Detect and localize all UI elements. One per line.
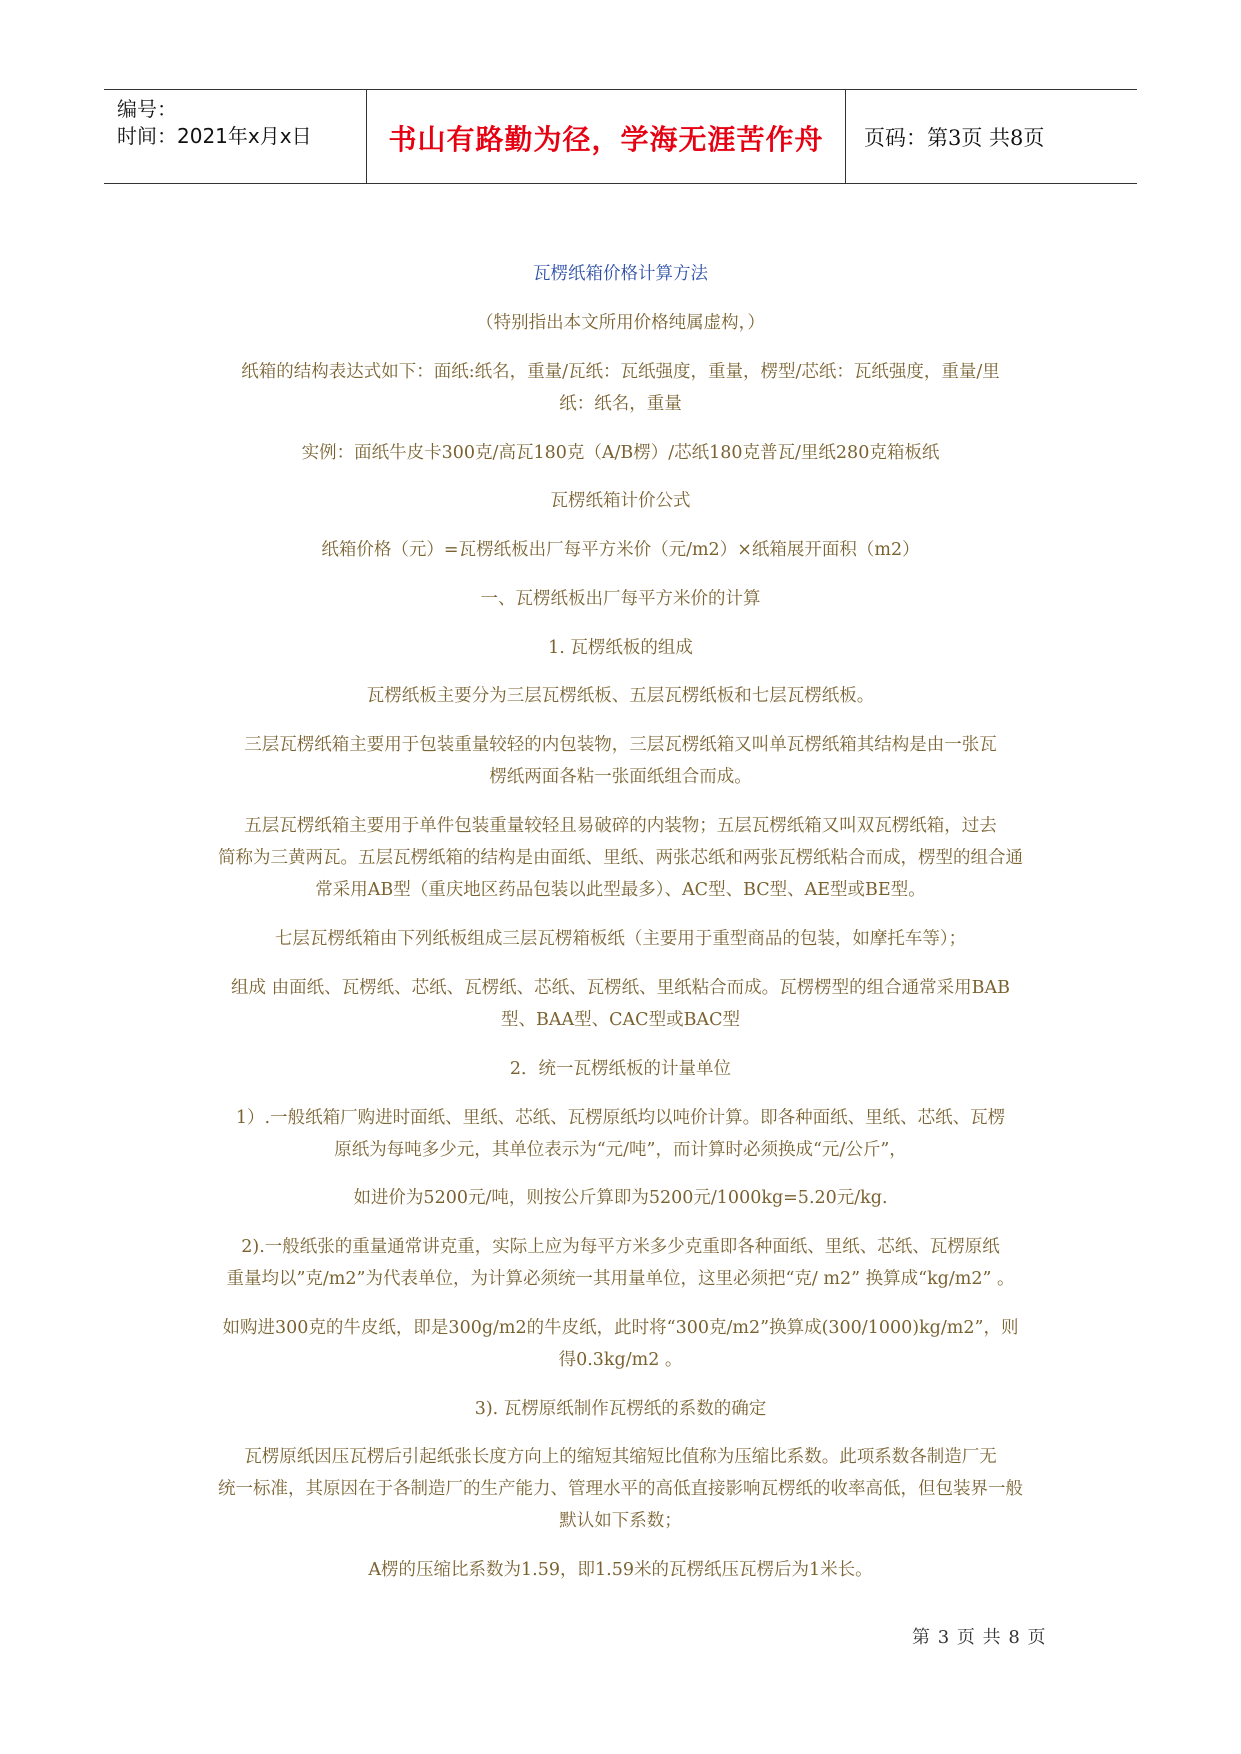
paragraph-line: 一、瓦楞纸板出厂每平方米价的计算 <box>480 589 761 609</box>
page-header <box>104 89 1137 184</box>
paragraph-line: 如购进300克的牛皮纸，即是300g/m2的牛皮纸，此时将“300克/m2”换算成(300/1000)kg/m2”，则 <box>222 1318 1019 1338</box>
subsection-heading <box>120 1393 1121 1425</box>
paragraph <box>120 1441 1121 1537</box>
paragraph <box>120 437 1121 469</box>
paragraph-line: 纸箱的结构表达式如下：面纸:纸名，重量/瓦纸：瓦纸强度，重量，楞型/芯纸：瓦纸强度，重量/里 <box>241 362 1000 382</box>
header-motto-cell <box>367 90 846 183</box>
paragraph-line: 瓦楞纸板主要分为三层瓦楞纸板、五层瓦楞纸板和七层瓦楞纸板。 <box>366 686 875 706</box>
paragraph-line: 1. 瓦楞纸板的组成 <box>548 638 693 658</box>
paragraph-line: 七层瓦楞纸箱由下列纸板组成三层瓦楞箱板纸（主要用于重型商品的包装，如摩托车等）； <box>274 929 967 949</box>
section-heading <box>120 583 1121 615</box>
paragraph-line: 重量均以”克/m2”为代表单位，为计算必须统一其用量单位，这里必须把“克/ m2” 换算成“kg/m2” 。 <box>226 1269 1015 1289</box>
document-number-label: 编号： <box>117 97 177 121</box>
paragraph <box>120 485 1121 517</box>
paragraph-line: 纸：纸名，重量 <box>559 394 682 414</box>
paragraph <box>120 729 1121 793</box>
paragraph <box>120 680 1121 712</box>
paragraph <box>120 972 1121 1036</box>
paragraph-line: 原纸为每吨多少元，其单位表示为“元/吨”，而计算时必须换成“元/公斤”， <box>334 1140 907 1160</box>
paragraph-line: 五层瓦楞纸箱主要用于单件包装重量较轻且易破碎的内装物；五层瓦楞纸箱又叫双瓦楞纸箱，过去 <box>244 816 997 836</box>
paragraph <box>120 1231 1121 1295</box>
header-page-cell <box>846 90 1137 183</box>
header-motto: 书山有路勤为径，学海无涯苦作舟 <box>388 123 824 156</box>
paragraph-line: 统一标准，其原因在于各制造厂的生产能力、管理水平的高低直接影响瓦楞纸的收率高低，但包装界一般 <box>218 1479 1023 1499</box>
paragraph-line: 简称为三黄两瓦。五层瓦楞纸箱的结构是由面纸、里纸、两张芯纸和两张瓦楞纸粘合而成，楞型的组合通 <box>218 848 1023 868</box>
paragraph-line: 纸箱价格（元）=瓦楞纸板出厂每平方米价（元/m2）×纸箱展开面积（m2） <box>321 540 920 560</box>
paragraph <box>120 1182 1121 1214</box>
header-left-cell <box>104 90 367 183</box>
document-date-label: 时间：2021年x月x日 <box>117 124 312 148</box>
paragraph-line: 三层瓦楞纸箱主要用于包装重量较轻的内包装物，三层瓦楞纸箱又叫单瓦楞纸箱其结构是由一张瓦 <box>244 735 997 755</box>
paragraph-line: （特别指出本文所用价格纯属虚构，） <box>476 313 765 333</box>
paragraph-line: 组成 由面纸、瓦楞纸、芯纸、瓦楞纸、芯纸、瓦楞纸、里纸粘合而成。瓦楞楞型的组合通常采用BAB <box>231 978 1010 998</box>
paragraph-line: 型、BAA型、CAC型或BAC型 <box>501 1010 740 1030</box>
paragraph-line: 3). 瓦楞原纸制作瓦楞纸的系数的确定 <box>474 1399 767 1419</box>
paragraph <box>120 1554 1121 1586</box>
paragraph <box>120 923 1121 955</box>
paragraph-line: 常采用AB型（重庆地区药品包装以此型最多）、AC型、BC型、AE型或BE型。 <box>315 880 926 900</box>
paragraph-line: 1）.一般纸箱厂购进时面纸、里纸、芯纸、瓦楞原纸均以吨价计算。即各种面纸、里纸、芯纸、瓦楞 <box>235 1108 1006 1128</box>
subsection-heading <box>120 632 1121 664</box>
paragraph-line: 实例：面纸牛皮卡300克/高瓦180克（A/B楞）/芯纸180克普瓦/里纸280克箱板纸 <box>301 443 940 463</box>
document-title: 瓦楞纸箱价格计算方法 <box>533 264 708 284</box>
paragraph-line: 默认如下系数； <box>559 1511 682 1531</box>
paragraph-line: 瓦楞纸箱计价公式 <box>550 491 691 511</box>
paragraph-line: 如进价为5200元/吨，则按公斤算即为5200元/1000kg=5.20元/kg. <box>353 1188 888 1208</box>
paragraph-line: 2．统一瓦楞纸板的计量单位 <box>509 1059 732 1079</box>
paragraph-line: 瓦楞原纸因压瓦楞后引起纸张长度方向上的缩短其缩短比值称为压缩比系数。此项系数各制造厂无 <box>244 1447 997 1467</box>
header-page-number: 页码：第3页 共8页 <box>864 126 1045 150</box>
page-footer-number: 第 3 页 共 8 页 <box>912 1627 1047 1648</box>
subsection-heading <box>120 1053 1121 1085</box>
paragraph <box>120 810 1121 906</box>
paragraph <box>120 307 1121 339</box>
paragraph-line: A楞的压缩比系数为1.59，即1.59米的瓦楞纸压瓦楞后为1米长。 <box>368 1560 873 1580</box>
paragraph-line: 得0.3kg/m2 。 <box>558 1350 683 1370</box>
paragraph <box>120 1102 1121 1166</box>
paragraph <box>120 1312 1121 1376</box>
paragraph <box>120 356 1121 420</box>
paragraph-line: 楞纸两面各粘一张面纸组合而成。 <box>489 767 752 787</box>
paragraph-line: 2).一般纸张的重量通常讲克重，实际上应为每平方米多少克重即各种面纸、里纸、芯纸、瓦楞原纸 <box>241 1237 1000 1257</box>
paragraph <box>120 534 1121 566</box>
